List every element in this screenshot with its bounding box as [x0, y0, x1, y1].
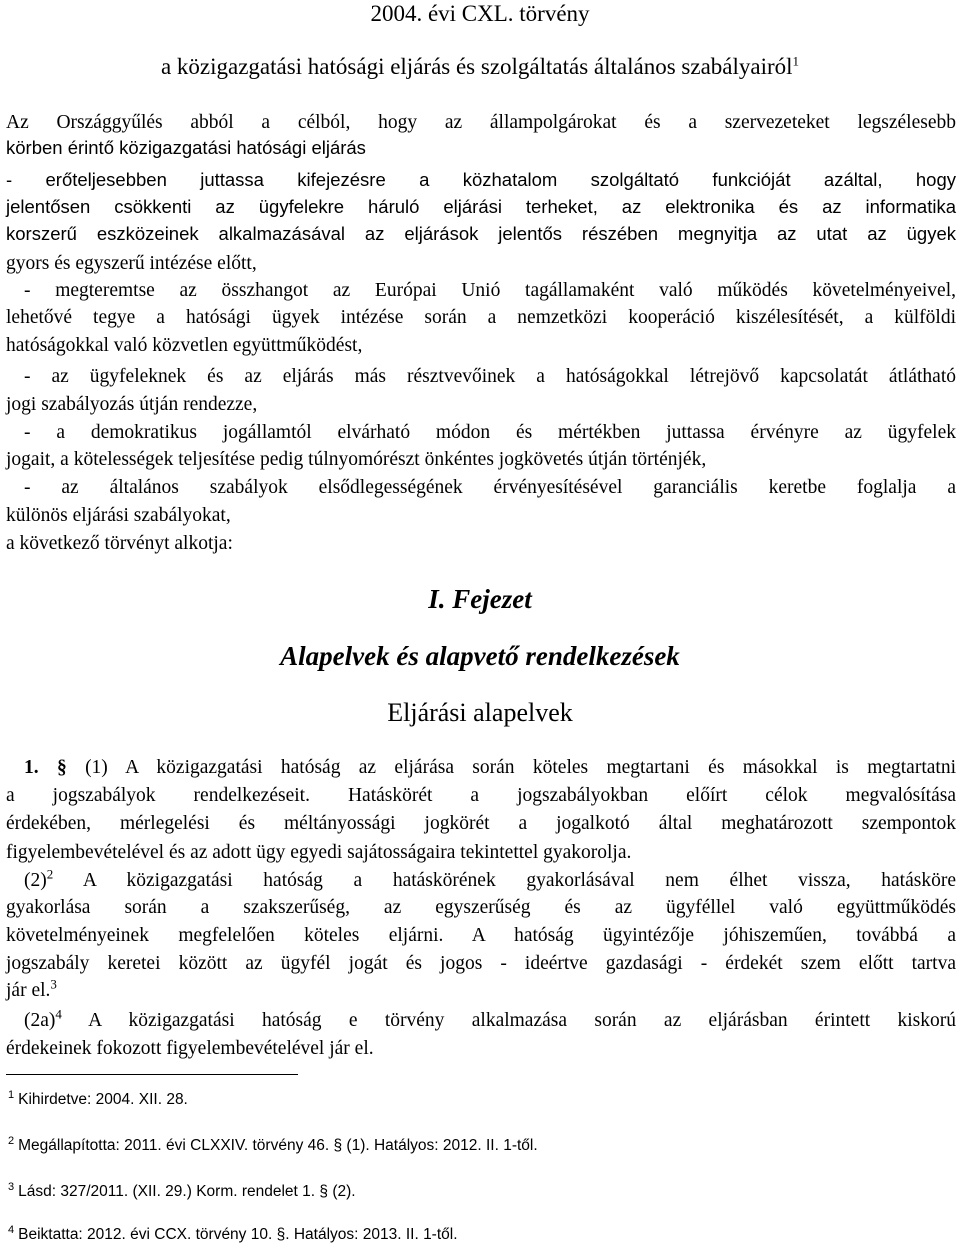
paragraph-line: jogszabály keretei között az ügyfél jogát és jogos - ideértve gazdasági - érdekét szem előtt tartva	[6, 953, 956, 974]
law-subtitle-text: a közigazgatási hatósági eljárás és szolgáltatás általános szabályairól	[160, 54, 793, 79]
preamble-line: jogi szabályozás útján rendezze,	[6, 394, 258, 415]
preamble-line: jelentősen csökkenti az ügyfelekre háruló eljárási terheket, az elektronika és az informatika	[6, 196, 956, 217]
preamble-line: körben érintő közigazgatási hatósági eljárás	[6, 137, 366, 158]
subsection-number: (2)	[24, 870, 47, 891]
preamble-line: a következő törvényt alkotja:	[6, 533, 233, 554]
preamble-line: korszerű eszközeinek alkalmazásával az eljárások jelentős részében megnyitja az utat az ügyek	[6, 223, 956, 244]
paragraph-line	[24, 1008, 956, 1033]
footnote-ref-3[interactable]: 3	[50, 976, 57, 992]
paragraph-line: gyakorlása során a szakszerűség, az egyszerűség és az ügyféllel való együttműködés	[6, 897, 956, 918]
chapter-heading: I. Fejezet	[428, 584, 532, 614]
subsection-number: (2a)	[24, 1010, 56, 1031]
footnote-number: 4	[8, 1223, 15, 1236]
preamble-line: Az Országgyűlés abból a célból, hogy az állampolgárokat és a szervezeteket legszélesebb	[6, 112, 956, 133]
paragraph-line: a jogszabályok rendelkezéseit. Hatáskörét a jogszabályokban előírt célok megvalósítása	[6, 785, 956, 806]
preamble-line: hatóságokkal való közvetlen együttműködést,	[6, 335, 363, 356]
footnote-ref-2[interactable]: 2	[46, 866, 54, 882]
paragraph-text: jár el.	[6, 980, 51, 1001]
footnote-number: 3	[8, 1180, 15, 1193]
footnote	[8, 1136, 538, 1156]
footnote-separator	[6, 1074, 298, 1075]
paragraph-line: érdekében, mérlegelési és méltányossági jogkörét a jogalkotó által meghatározott szempontok	[6, 813, 956, 834]
footnote	[8, 1225, 458, 1245]
law-subtitle	[0, 52, 960, 82]
footnote-number: 2	[8, 1134, 15, 1147]
paragraph-line: követelményeinek megfelelően köteles eljárni. A hatóság ügyintézője jóhiszeműen, továbbá a	[6, 925, 956, 946]
paragraph-line	[6, 978, 956, 1003]
preamble-line: lehetővé tegye a hatósági ügyek intézése során a nemzetközi kooperáció kiszélesítését, a külföldi	[6, 307, 956, 328]
footnote-number: 1	[8, 1088, 15, 1101]
preamble-line: jogait, a kötelességek teljesítése pedig túlnyomórészt önkéntes jogkövetés útján történjék,	[6, 449, 707, 470]
page-title: 2004. évi CXL. törvény	[370, 1, 590, 26]
paragraph-line: figyelembevételével és az adott ügy egyedi sajátosságaira tekintettel gyakorolja.	[6, 842, 632, 863]
chapter-title: Alapelvek és alapvető rendelkezések	[280, 641, 680, 671]
paragraph-text: (1) A közigazgatási hatóság az eljárása során köteles megtartani és másokkal is megtartatni	[85, 757, 956, 778]
preamble-line: - az ügyfeleknek és az eljárás más résztvevőinek a hatóságokkal létrejövő kapcsolatát átlátható	[24, 366, 956, 387]
paragraph-text: A közigazgatási hatóság e törvény alkalmazása során az eljárásban érintett kiskorú	[88, 1010, 956, 1031]
paragraph-line: érdekeinek fokozott figyelembevételével jár el.	[6, 1038, 374, 1059]
paragraph-line	[24, 868, 956, 893]
preamble-line: gyors és egyszerű intézése előtt,	[6, 253, 257, 274]
footnote-text: Kihirdetve: 2004. XII. 28.	[18, 1091, 188, 1108]
footnote	[8, 1090, 188, 1110]
footnote-ref-4[interactable]: 4	[55, 1006, 62, 1022]
preamble-line: - az általános szabályok elsődlegességének érvényesítésével garanciális keretbe foglalja a	[24, 477, 956, 498]
footnote	[8, 1182, 356, 1202]
preamble-line: - erőteljesebben juttassa kifejezésre a közhatalom szolgáltató funkcióját azáltal, hogy	[6, 169, 956, 190]
preamble-line: - megteremtse az összhangot az Európai Unió tagállamaként való működés követelményeivel,	[24, 280, 956, 301]
footnote-text: Beiktatta: 2012. évi CCX. törvény 10. §. Hatályos: 2013. II. 1-től.	[18, 1226, 458, 1243]
footnote-text: Lásd: 327/2011. (XII. 29.) Korm. rendelet 1. § (2).	[18, 1183, 356, 1200]
footnote-text: Megállapította: 2011. évi CLXXIV. törvény 46. § (1). Hatályos: 2012. II. 1-től.	[18, 1137, 538, 1154]
section-title: Eljárási alapelvek	[387, 698, 573, 727]
paragraph-text: A közigazgatási hatóság a hatáskörének gyakorlásával nem élhet vissza, hatásköre	[82, 870, 956, 891]
footnote-ref-1[interactable]: 1	[792, 53, 800, 69]
preamble-line: - a demokratikus jogállamtól elvárható módon és mértékben juttassa érvényre az ügyfelek	[24, 422, 956, 443]
paragraph-line	[24, 755, 956, 780]
section-number: 1. §	[24, 757, 67, 778]
preamble-line: különös eljárási szabályokat,	[6, 505, 231, 526]
